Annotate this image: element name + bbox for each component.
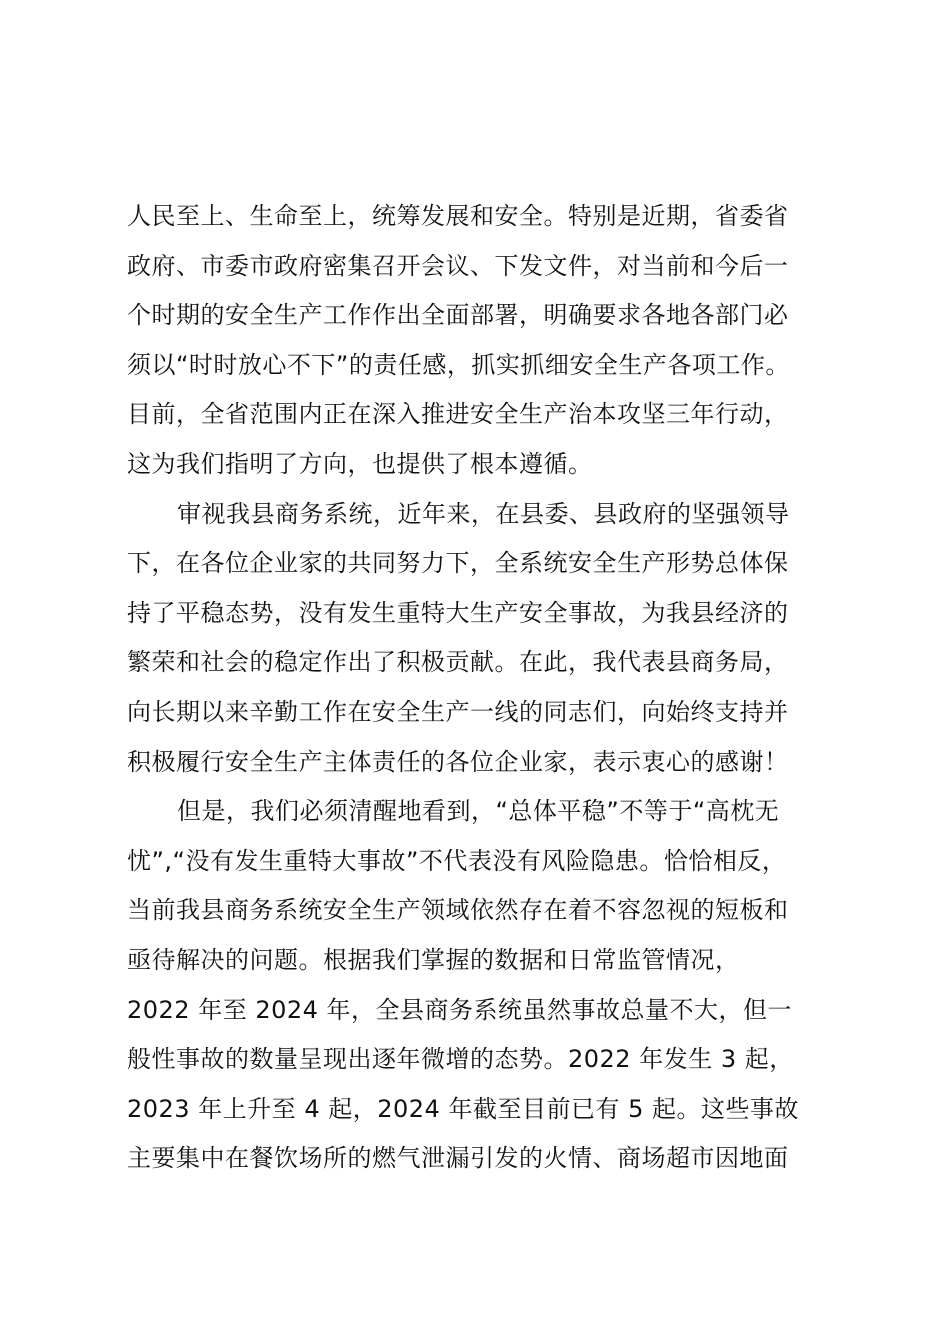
paragraph-3: [127, 787, 827, 1184]
text-line: 繁荣和社会的稳定作出了积极贡献。在此，我代表县商务局，: [127, 648, 789, 677]
text-line: 向长期以来辛勤工作在安全生产一线的同志们，向始终支持并: [127, 697, 789, 726]
text-line: 但是，我们必须清醒地看到，“总体平稳”不等于“高枕无: [177, 797, 780, 826]
text-line: 个时期的安全生产工作作出全面部署，明确要求各地各部门必: [127, 301, 789, 330]
document-body: [127, 192, 827, 1184]
text-line: 忧”,“没有发生重特大事故”不代表没有风险隐患。恰恰相反，: [127, 846, 787, 875]
text-line: 持了平稳态势，没有发生重特大生产安全事故，为我县经济的: [127, 598, 789, 627]
text-line: 般性事故的数量呈现出逐年微增的态势。2022 年发生 3 起，: [127, 1045, 794, 1074]
text-line: 人民至上、生命至上，统筹发展和安全。特别是近期，省委省: [127, 202, 789, 230]
paragraph-2: [127, 490, 827, 788]
text-line: 主要集中在餐饮场所的燃气泄漏引发的火情、商场超市因地面: [127, 1144, 789, 1173]
text-line: 亟待解决的问题。根据我们掌握的数据和日常监管情况，: [127, 945, 740, 974]
text-line: 须以“时时放心不下”的责任感，抓实抓细安全生产各项工作。: [127, 350, 790, 379]
text-line: 当前我县商务系统安全生产领域依然存在着不容忽视的短板和: [127, 896, 789, 925]
text-line: 2022 年至 2024 年，全县商务系统虽然事故总量不大，但一: [127, 995, 793, 1024]
text-line: 政府、市委市政府密集召开会议、下发文件，对当前和今后一: [127, 251, 789, 280]
text-line: 目前，全省范围内正在深入推进安全生产治本攻坚三年行动，: [127, 400, 789, 429]
paragraph-1: [127, 192, 827, 490]
text-line: 审视我县商务系统，近年来，在县委、县政府的坚强领导: [177, 499, 790, 528]
text-line: 2023 年上升至 4 起，2024 年截至目前已有 5 起。这些事故: [127, 1094, 799, 1123]
text-line: 积极履行安全生产主体责任的各位企业家，表示衷心的感谢！: [127, 747, 789, 776]
text-line: 这为我们指明了方向，也提供了根本遵循。: [127, 449, 593, 478]
text-line: 下，在各位企业家的共同努力下，全系统安全生产形势总体保: [127, 549, 789, 578]
